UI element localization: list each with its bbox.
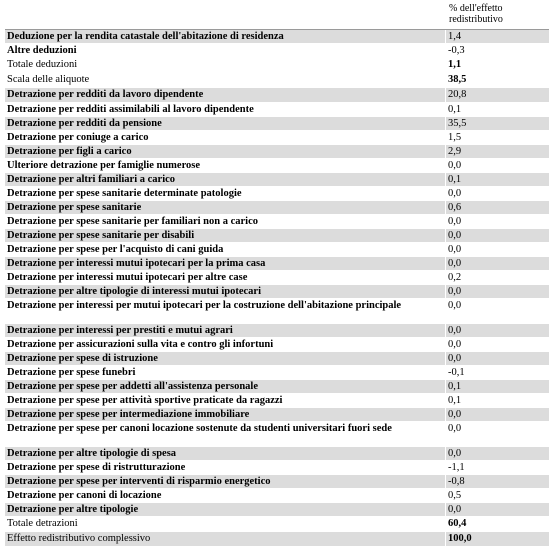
row-label: Detrazione per redditi da pensione (7, 118, 162, 129)
table-row (5, 117, 549, 131)
row-label: Detrazione per assicurazioni sulla vita e contro gli infortuni (7, 339, 274, 350)
row-value: 0,6 (445, 201, 549, 214)
row-value: -0,8 (445, 475, 549, 488)
table-row (5, 145, 549, 159)
redistributive-effect-table (5, 2, 549, 547)
table-row (5, 159, 549, 173)
row-value: 20,8 (445, 88, 549, 102)
table-row (5, 285, 549, 299)
table-header (5, 2, 549, 30)
row-value: 1,4 (445, 30, 549, 43)
row-label: Detrazione per interessi per mutui ipotecari per la costruzione dell'abitazione principale (7, 300, 402, 311)
row-label: Detrazione per redditi da lavoro dipendente (7, 89, 204, 100)
row-value: 0,1 (445, 103, 549, 116)
row-value: -0,1 (445, 366, 549, 379)
table-row (5, 532, 549, 547)
table-row (5, 243, 549, 257)
table-row (5, 173, 549, 187)
row-label: Detrazione per spese per intermediazione immobiliare (7, 409, 250, 420)
table-row (5, 103, 549, 117)
table-row (5, 380, 549, 394)
row-value: 0,1 (445, 380, 549, 393)
row-value: 100,0 (445, 532, 549, 546)
row-label: Detrazione per altre tipologie di interessi mutui ipotecari (7, 286, 261, 297)
table-row (5, 447, 549, 461)
row-value: 0,0 (445, 243, 549, 256)
row-value: 0,0 (445, 338, 549, 351)
table-row (5, 44, 549, 58)
row-value: 38,5 (445, 73, 549, 87)
row-label: Detrazione per spese sanitarie (7, 202, 142, 213)
table-row (5, 187, 549, 201)
table-row (5, 271, 549, 285)
row-label: Detrazione per spese sanitarie per familiari non a carico (7, 216, 258, 227)
header-line-1: % dell'effetto (449, 3, 503, 14)
table-row (5, 324, 549, 338)
row-value: 0,0 (445, 447, 549, 460)
table-row (5, 517, 549, 532)
row-value: 1,1 (445, 58, 549, 72)
row-value: 0,0 (445, 229, 549, 242)
row-value: 60,4 (445, 517, 549, 531)
row-value: 2,9 (445, 145, 549, 158)
row-value: 0,0 (445, 324, 549, 337)
row-label: Detrazione per spese per interventi di risparmio energetico (7, 476, 271, 487)
row-label: Detrazione per altri familiari a carico (7, 174, 176, 185)
row-value: 35,5 (445, 117, 549, 130)
table-body (5, 30, 549, 547)
row-label: Detrazione per spese sanitarie per disabili (7, 230, 195, 241)
row-label: Detrazione per figli a carico (7, 146, 132, 157)
row-label: Detrazione per spese per l'acquisto di cani guida (7, 244, 224, 255)
row-label: Detrazione per spese sanitarie determinate patologie (7, 188, 242, 199)
row-value: 0,0 (445, 159, 549, 172)
row-value: 0,2 (445, 271, 549, 284)
table-row (5, 30, 549, 44)
row-value: 0,1 (445, 394, 549, 407)
table-row (5, 408, 549, 422)
row-label: Detrazione per altre tipologie di spesa (7, 448, 177, 459)
table-row (5, 461, 549, 475)
row-value: 0,0 (445, 257, 549, 270)
table-row (5, 201, 549, 215)
header-percent-column (445, 2, 549, 29)
row-label: Altre deduzioni (7, 45, 77, 56)
row-label: Detrazione per coniuge a carico (7, 132, 149, 143)
row-value: 0,0 (445, 352, 549, 365)
row-label: Detrazione per canoni di locazione (7, 490, 162, 501)
table-row (5, 366, 549, 380)
table-row (5, 131, 549, 145)
header-line-2: redistributivo (449, 14, 503, 25)
row-label: Detrazione per spese per canoni locazione sostenute da studenti universitari fuori sede (7, 423, 392, 434)
table-row (5, 215, 549, 229)
table-row (5, 338, 549, 352)
header-empty-cell (5, 2, 445, 29)
table-row (5, 394, 549, 408)
row-value: 1,5 (445, 131, 549, 144)
table-row (5, 73, 549, 88)
row-label: Totale detrazioni (7, 518, 78, 529)
row-value: 0,1 (445, 173, 549, 186)
table-row (5, 299, 549, 324)
row-label: Ulteriore detrazione per famiglie numerose (7, 160, 201, 171)
table-row (5, 503, 549, 517)
row-value: 0,0 (445, 285, 549, 298)
row-label: Detrazione per interessi per prestiti e mutui agrari (7, 325, 233, 336)
table-row (5, 88, 549, 103)
row-value: 0,5 (445, 489, 549, 502)
table-row (5, 257, 549, 271)
row-label: Detrazione per spese di ristrutturazione (7, 462, 186, 473)
row-label: Detrazione per spese funebri (7, 367, 136, 378)
table-row (5, 58, 549, 73)
table-row (5, 489, 549, 503)
row-label: Totale deduzioni (7, 59, 78, 70)
row-label: Detrazione per altre tipologie (7, 504, 139, 515)
row-label: Detrazione per interessi mutui ipotecari per altre case (7, 272, 248, 283)
row-label: Scala delle aliquote (7, 74, 90, 85)
row-value: -0,3 (445, 44, 549, 57)
table-row (5, 422, 549, 447)
row-label: Effetto redistributivo complessivo (7, 533, 151, 544)
row-label: Detrazione per spese per attività sportive praticate da ragazzi (7, 395, 283, 406)
row-value: 0,0 (445, 408, 549, 421)
row-label: Detrazione per redditi assimilabili al lavoro dipendente (7, 104, 254, 115)
row-label: Detrazione per spese per addetti all'assistenza personale (7, 381, 259, 392)
row-value: 0,0 (445, 503, 549, 516)
row-label: Detrazione per interessi mutui ipotecari per la prima casa (7, 258, 266, 269)
table-row (5, 229, 549, 243)
row-label: Detrazione per spese di istruzione (7, 353, 158, 364)
row-value: -1,1 (445, 461, 549, 474)
row-value: 0,0 (445, 299, 549, 323)
table-row (5, 352, 549, 366)
table-row (5, 475, 549, 489)
row-value: 0,0 (445, 215, 549, 228)
row-value: 0,0 (445, 422, 549, 446)
row-label: Deduzione per la rendita catastale dell'abitazione di residenza (7, 31, 284, 42)
row-value: 0,0 (445, 187, 549, 200)
